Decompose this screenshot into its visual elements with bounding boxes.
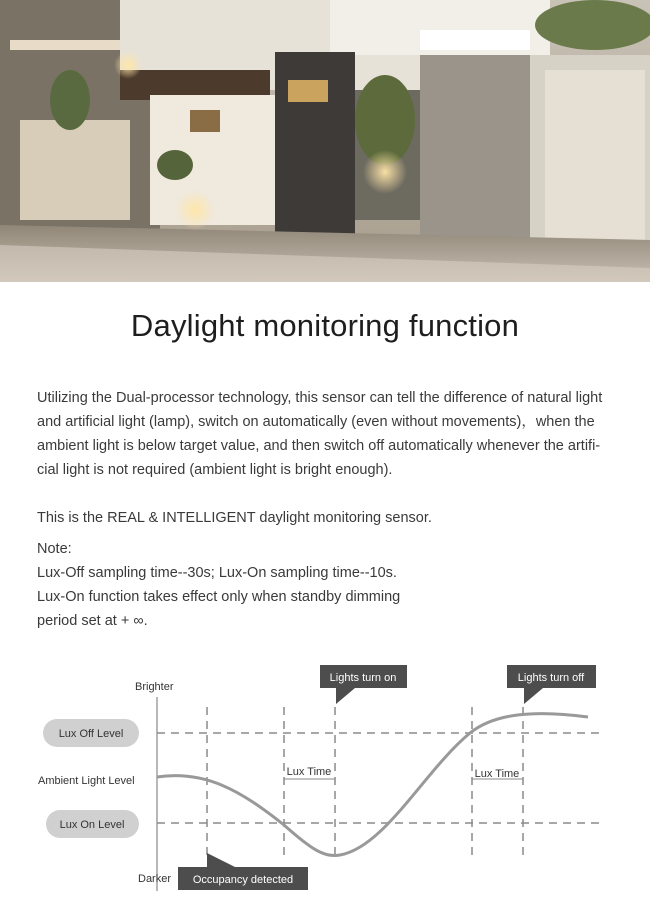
notes-label: Note:	[37, 541, 72, 557]
description-line: cial light is not required (ambient light is bright enough).	[37, 462, 393, 478]
lights-off-label: Lights turn off	[517, 672, 585, 684]
lux-on-level-label: Lux On Level	[59, 819, 125, 831]
lux-time-label: Lux Time	[286, 766, 332, 778]
note-item: Lux-On function takes effect only when standby dimming	[37, 589, 401, 605]
description-line: and artificial light (lamp), switch on automatically (even without movements)，when the	[37, 414, 595, 430]
note-item: Lux-Off sampling time--30s; Lux-On sampling time--10s.	[37, 565, 397, 581]
lights-off-callout-pointer	[524, 688, 543, 704]
note-item: period set at + ∞.	[37, 613, 148, 629]
daylight-diagram-svg	[0, 655, 650, 913]
lights-on-label: Lights turn on	[329, 672, 397, 684]
brighter-label: Brighter	[135, 681, 174, 693]
hero-photo	[0, 0, 650, 282]
tagline: This is the REAL & INTELLIGENT daylight monitoring sensor.	[37, 510, 432, 526]
notes-block	[37, 537, 400, 633]
daylight-diagram	[0, 655, 650, 913]
lux-time-label-2: Lux Time	[474, 768, 520, 780]
ambient-light-level-label: Ambient Light Level	[38, 775, 135, 787]
lights-on-callout-pointer	[336, 688, 355, 704]
page-title: Daylight monitoring function	[130, 308, 520, 343]
description-paragraph	[37, 386, 617, 482]
description-line: ambient light is below target value, and then switch off automatically whenever the artifi-	[37, 438, 601, 454]
darker-label: Darker	[138, 873, 172, 885]
house-exterior-photo-icon	[0, 0, 650, 282]
description-line: Utilizing the Dual-processor technology, this sensor can tell the difference of natural light	[37, 390, 603, 406]
occupancy-label: Occupancy detected	[192, 874, 294, 886]
lux-off-level-label: Lux Off Level	[58, 728, 124, 740]
occupancy-callout-pointer	[207, 853, 235, 867]
